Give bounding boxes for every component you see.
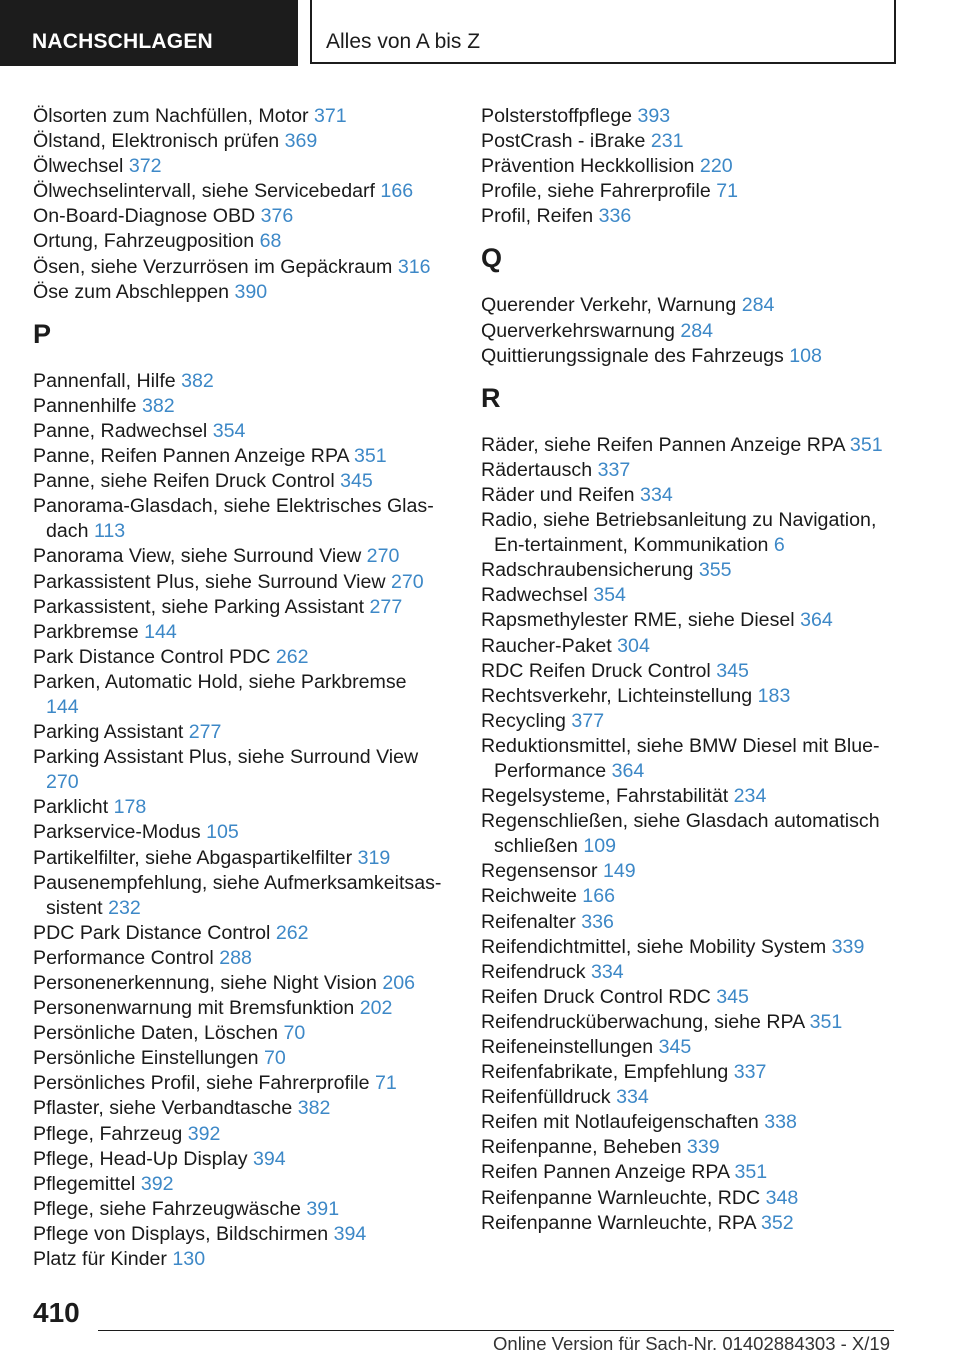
index-entry-text: Pannenfall, Hilfe xyxy=(33,369,176,392)
index-entry-text: Profil, Reifen xyxy=(481,205,594,228)
page-reference-link[interactable]: 377 xyxy=(571,709,605,732)
index-entry xyxy=(33,469,443,494)
page-reference-link[interactable]: 109 xyxy=(583,835,617,858)
page-reference-link[interactable]: 70 xyxy=(263,1047,286,1070)
index-entry-text: Persönliche Daten, Löschen xyxy=(33,1022,279,1045)
online-version-note: Online Version für Sach-Nr. 01402884303 - X/19 xyxy=(493,1333,890,1354)
index-entry-text: Pausenempfehlung, siehe Aufmerksamkeitsas-sistent xyxy=(33,871,442,919)
index-entry-text: Parking Assistant xyxy=(33,721,184,744)
index-entry xyxy=(33,1046,443,1071)
page-reference-link[interactable]: 232 xyxy=(108,896,141,919)
index-entry xyxy=(481,734,911,784)
index-entry-text: Reifen mit Notlaufeigenschaften xyxy=(481,1111,759,1134)
page-reference-link[interactable]: 234 xyxy=(733,785,767,808)
index-entry-text: Personenwarnung mit Bremsfunktion xyxy=(33,997,355,1020)
index-entry xyxy=(481,508,911,558)
index-entry-text: Panorama-Glasdach, siehe Elektrisches Glas-dach xyxy=(33,495,434,543)
index-entry xyxy=(481,684,911,709)
page-reference-link[interactable]: 277 xyxy=(188,721,222,744)
index-entry xyxy=(481,293,911,318)
index-entry xyxy=(481,1060,911,1085)
index-column-right xyxy=(481,104,911,1236)
index-entry xyxy=(33,369,443,394)
index-entry-text: Rädertausch xyxy=(481,458,593,481)
index-entry-text: Parken, Automatic Hold, siehe Parkbremse xyxy=(33,670,407,693)
index-entry-text: Reifenfabrikate, Empfehlung xyxy=(481,1061,729,1084)
page-reference-link[interactable]: 348 xyxy=(765,1186,799,1209)
index-entry-text: Reifen Pannen Anzeige RPA xyxy=(481,1161,730,1184)
index-entry xyxy=(481,129,911,154)
index-entry-text: Reifenpanne Warnleuchte, RPA xyxy=(481,1211,756,1234)
index-entry-text: Personenerkennung, siehe Night Vision xyxy=(33,972,377,994)
page-reference-link[interactable]: 262 xyxy=(275,645,309,668)
index-entry-text: Persönliche Einstellungen xyxy=(33,1047,259,1070)
page-reference-link[interactable]: 345 xyxy=(716,659,749,682)
index-entry-text: Panne, Reifen Pannen Anzeige RPA xyxy=(33,445,349,468)
index-entry xyxy=(33,996,443,1021)
page-reference-link[interactable]: 270 xyxy=(366,545,400,568)
page-reference-link[interactable]: 351 xyxy=(849,433,883,456)
index-entry-text: Parkassistent Plus, siehe Surround View xyxy=(33,570,386,593)
page-reference-link[interactable]: 144 xyxy=(46,695,79,718)
page-reference-link[interactable]: 108 xyxy=(789,344,822,367)
page-reference-link[interactable]: 337 xyxy=(733,1061,767,1084)
index-entry xyxy=(33,1122,443,1147)
index-entry xyxy=(481,960,911,985)
page-reference-link[interactable]: 345 xyxy=(716,985,749,1008)
index-entry-text: Radwechsel xyxy=(481,584,588,607)
index-entry-text: Pflege, Fahrzeug xyxy=(33,1122,183,1145)
index-entry-text: Polsterstoffpflege xyxy=(481,105,633,127)
index-entry-text: Reifenpanne Warnleuchte, RDC xyxy=(481,1186,761,1209)
index-entry xyxy=(33,670,443,720)
page-reference-link[interactable]: 149 xyxy=(603,860,636,883)
index-entry xyxy=(481,104,911,129)
index-entry-text: Ortung, Fahrzeugposition xyxy=(33,230,255,253)
index-entry xyxy=(33,846,443,871)
index-entry-text: Reifendichtmittel, siehe Mobility System xyxy=(481,935,827,958)
index-entry xyxy=(481,483,911,508)
index-entry xyxy=(33,820,443,845)
index-entry xyxy=(481,583,911,608)
index-entry xyxy=(481,985,911,1010)
index-entry xyxy=(33,971,443,996)
index-entry xyxy=(481,1211,911,1236)
index-entry-text: Ösen, siehe Verzurrösen im Gepäckraum xyxy=(33,255,393,278)
index-entry xyxy=(481,910,911,935)
page-reference-link[interactable]: 371 xyxy=(313,105,347,127)
index-entry-text: Reifenfülldruck xyxy=(481,1086,611,1109)
index-entry xyxy=(33,104,443,129)
index-entry xyxy=(33,280,443,305)
page-reference-link[interactable]: 220 xyxy=(699,155,733,178)
page-reference-link[interactable]: 351 xyxy=(354,445,387,468)
page-reference-link[interactable]: 339 xyxy=(831,935,865,958)
page-reference-link[interactable]: 394 xyxy=(333,1222,367,1245)
index-entry xyxy=(481,1110,911,1135)
index-entry-text: Regelsysteme, Fahrstabilität xyxy=(481,785,729,808)
index-entry-text: Ölwechselintervall, siehe Servicebedarf xyxy=(33,180,375,203)
index-entry-text: Radschraubensicherung xyxy=(481,559,694,582)
index-entry-text: Rechtsverkehr, Lichteinstellung xyxy=(481,684,753,707)
index-entry-text: Reifendruck xyxy=(481,960,586,983)
page-reference-link[interactable]: 351 xyxy=(809,1010,843,1033)
index-entry-text: Reifenpanne, Beheben xyxy=(481,1136,682,1159)
index-entry xyxy=(33,544,443,569)
index-entry xyxy=(33,444,443,469)
index-entry xyxy=(481,884,911,909)
index-entry-text: Pflegemittel xyxy=(33,1172,136,1195)
page-reference-link[interactable]: 392 xyxy=(140,1172,174,1195)
index-entry-text: Partikelfilter, siehe Abgaspartikelfilter xyxy=(33,846,353,869)
index-entry-text: Reduktionsmittel, siehe BMW Diesel mit Blue-Performance xyxy=(481,734,880,782)
index-entry xyxy=(33,1197,443,1222)
page-reference-link[interactable]: 382 xyxy=(141,394,175,417)
page-reference-link[interactable]: 334 xyxy=(591,960,624,983)
page-reference-link[interactable]: 345 xyxy=(340,470,373,493)
page-reference-link[interactable]: 284 xyxy=(741,294,775,317)
page-reference-link[interactable]: 336 xyxy=(581,910,614,933)
page-reference-link[interactable]: 391 xyxy=(306,1197,340,1220)
index-entry xyxy=(33,645,443,670)
index-entry xyxy=(481,1035,911,1060)
index-entry-text: Pflege, Head-Up Display xyxy=(33,1147,248,1170)
index-entry-text: Parkassistent, siehe Parking Assistant xyxy=(33,595,365,618)
page-reference-link[interactable]: 319 xyxy=(357,846,391,869)
page-reference-link[interactable]: 284 xyxy=(680,319,714,342)
page-reference-link[interactable]: 304 xyxy=(617,634,650,657)
index-entry-text: Reifenalter xyxy=(481,910,576,933)
index-entry-text: On-Board-Diagnose OBD xyxy=(33,205,256,228)
index-entry xyxy=(33,129,443,154)
section-tab: NACHSCHLAGEN xyxy=(0,0,298,66)
index-entry-text: Reifen Druck Control RDC xyxy=(481,985,711,1008)
page-reference-link[interactable]: 178 xyxy=(113,796,147,819)
index-entry-text: Radio, siehe Betriebsanleitung zu Navigation, En-tertainment, Kommunikation xyxy=(481,509,877,557)
index-entry-text: Park Distance Control PDC xyxy=(33,645,271,668)
index-entry xyxy=(481,204,911,229)
page-reference-link[interactable]: 113 xyxy=(93,520,126,543)
page-reference-link[interactable]: 392 xyxy=(187,1122,221,1145)
index-entry-text: Pannenhilfe xyxy=(33,394,137,417)
page-reference-link[interactable]: 364 xyxy=(800,609,833,632)
index-entry xyxy=(33,394,443,419)
index-entry-text: Reifeneinstellungen xyxy=(481,1036,654,1058)
index-letter-heading: P xyxy=(33,318,52,349)
index-entry-text: Parking Assistant Plus, siehe Surround View xyxy=(33,746,419,769)
index-entry xyxy=(33,946,443,971)
index-entry xyxy=(33,745,443,795)
index-entry-text: Prävention Heckkollision xyxy=(481,155,695,178)
index-entry xyxy=(33,570,443,595)
footer-divider xyxy=(98,1330,894,1331)
index-entry-text: Recycling xyxy=(481,709,566,732)
index-entry-text: Parklicht xyxy=(33,796,109,819)
index-entry-text: Parkservice-Modus xyxy=(33,821,201,844)
page-reference-link[interactable]: 354 xyxy=(593,584,626,607)
index-entry xyxy=(33,620,443,645)
index-entry xyxy=(481,154,911,179)
index-entry xyxy=(481,784,911,809)
page-number: 410 xyxy=(33,1297,80,1328)
page-reference-link[interactable]: 364 xyxy=(611,759,645,782)
page-reference-link[interactable]: 71 xyxy=(374,1072,397,1095)
index-entry-text: Pflege, siehe Fahrzeugwäsche xyxy=(33,1197,301,1220)
index-entry xyxy=(33,255,443,280)
index-entry xyxy=(481,1135,911,1160)
page-reference-link[interactable]: 376 xyxy=(260,205,294,228)
index-entry xyxy=(481,319,911,344)
index-entry-text: Pflege von Displays, Bildschirmen xyxy=(33,1222,329,1245)
page-reference-link[interactable]: 390 xyxy=(234,280,268,303)
index-entry-text: Ölwechsel xyxy=(33,155,124,178)
index-entry-text: Regenschließen, siehe Glasdach automatisch schließen xyxy=(481,810,880,858)
index-entry xyxy=(481,859,911,884)
page-reference-link[interactable]: 354 xyxy=(212,419,246,442)
page-reference-link[interactable]: 369 xyxy=(284,130,318,153)
index-entry xyxy=(33,1222,443,1247)
index-entry xyxy=(481,809,911,859)
index-entry-text: Persönliches Profil, siehe Fahrerprofile xyxy=(33,1072,370,1095)
index-entry-text: Performance Control xyxy=(33,946,214,969)
index-entry-text: PostCrash - iBrake xyxy=(481,130,646,153)
index-entry xyxy=(33,419,443,444)
page-reference-link[interactable]: 166 xyxy=(380,180,414,203)
page-reference-link[interactable]: 130 xyxy=(172,1248,206,1271)
index-entry xyxy=(481,458,911,483)
page-reference-link[interactable]: 71 xyxy=(716,180,739,203)
index-letter-heading: R xyxy=(481,382,501,413)
page-reference-link[interactable]: 262 xyxy=(275,921,309,944)
index-entry-text: Profile, siehe Fahrerprofile xyxy=(481,180,711,203)
index-letter-heading: Q xyxy=(481,243,503,274)
page-reference-link[interactable]: 316 xyxy=(397,255,431,278)
page-header xyxy=(0,0,960,66)
index-entry xyxy=(481,608,911,633)
page-reference-link[interactable]: 336 xyxy=(598,205,632,228)
index-entry-text: Querender Verkehr, Warnung xyxy=(481,294,737,317)
page-reference-link[interactable]: 6 xyxy=(773,534,785,557)
page-reference-link[interactable]: 372 xyxy=(128,155,162,178)
page-reference-link[interactable]: 70 xyxy=(283,1022,306,1045)
page-reference-link[interactable]: 231 xyxy=(650,130,684,153)
index-entry xyxy=(481,935,911,960)
index-entry xyxy=(481,634,911,659)
page-reference-link[interactable]: 68 xyxy=(259,230,282,253)
index-entry-text: Räder und Reifen xyxy=(481,483,635,506)
index-entry-text: Räder, siehe Reifen Pannen Anzeige RPA xyxy=(481,433,845,456)
chapter-title: Alles von A bis Z xyxy=(310,0,896,64)
index-entry xyxy=(33,921,443,946)
index-entry xyxy=(33,871,443,921)
page-reference-link[interactable]: 105 xyxy=(206,821,239,844)
index-entry-text: Panne, Radwechsel xyxy=(33,419,208,442)
index-entry xyxy=(481,179,911,204)
index-entry-text: Pflaster, siehe Verbandtasche xyxy=(33,1097,293,1120)
page-reference-link[interactable]: 270 xyxy=(390,570,424,593)
page-reference-link[interactable]: 382 xyxy=(297,1097,331,1120)
index-entry xyxy=(33,1021,443,1046)
page-reference-link[interactable]: 144 xyxy=(144,620,177,643)
page-reference-link[interactable]: 288 xyxy=(219,946,252,969)
index-entry-text: Rapsmethylester RME, siehe Diesel xyxy=(481,609,795,632)
index-entry xyxy=(481,433,911,458)
index-entry-text: PDC Park Distance Control xyxy=(33,921,271,944)
page-reference-link[interactable]: 394 xyxy=(253,1147,286,1170)
index-entry xyxy=(33,154,443,179)
index-entry xyxy=(33,1096,443,1121)
page-reference-link[interactable]: 270 xyxy=(46,771,79,794)
index-entry xyxy=(481,1085,911,1110)
index-entry-text: Ölstand, Elektronisch prüfen xyxy=(33,130,280,153)
index-entry xyxy=(33,595,443,620)
page-reference-link[interactable]: 166 xyxy=(582,885,615,908)
page-reference-link[interactable]: 206 xyxy=(382,972,416,994)
index-entry xyxy=(481,344,911,369)
page-reference-link[interactable]: 345 xyxy=(658,1036,692,1058)
page-reference-link[interactable]: 337 xyxy=(597,458,631,481)
index-entry xyxy=(33,1147,443,1172)
index-entry xyxy=(33,204,443,229)
index-entry-text: Raucher-Paket xyxy=(481,634,612,657)
index-entry xyxy=(481,659,911,684)
index-entry-text: Panne, siehe Reifen Druck Control xyxy=(33,470,335,493)
index-entry xyxy=(33,1172,443,1197)
index-entry xyxy=(481,558,911,583)
index-entry xyxy=(481,709,911,734)
index-entry-text: Quittierungssignale des Fahrzeugs xyxy=(481,344,784,367)
index-entry xyxy=(33,795,443,820)
index-entry-text: Parkbremse xyxy=(33,620,139,643)
page-reference-link[interactable]: 202 xyxy=(359,997,393,1020)
index-entry-text: Platz für Kinder xyxy=(33,1248,167,1271)
index-entry-text: Öse zum Abschleppen xyxy=(33,280,230,303)
index-entry xyxy=(481,1160,911,1185)
page-reference-link[interactable]: 355 xyxy=(698,559,732,582)
page-reference-link[interactable]: 183 xyxy=(757,684,791,707)
page-reference-link[interactable]: 393 xyxy=(637,105,671,127)
index-entry-text: Querverkehrswarnung xyxy=(481,319,675,342)
index-entry-text: Regensensor xyxy=(481,860,598,883)
page-reference-link[interactable]: 277 xyxy=(369,595,403,618)
index-entry xyxy=(33,494,443,544)
page-reference-link[interactable]: 382 xyxy=(181,369,214,392)
index-entry xyxy=(481,1186,911,1211)
index-entry-text: Panorama View, siehe Surround View xyxy=(33,545,362,568)
index-entry-text: Reifendrucküberwachung, siehe RPA xyxy=(481,1010,805,1033)
page-reference-link[interactable]: 351 xyxy=(734,1161,768,1184)
page-reference-link[interactable]: 352 xyxy=(760,1211,794,1234)
page-reference-link[interactable]: 339 xyxy=(686,1136,720,1159)
index-entry xyxy=(33,229,443,254)
index-entry xyxy=(481,1010,911,1035)
index-entry-text: Ölsorten zum Nachfüllen, Motor xyxy=(33,105,309,127)
index-column-left xyxy=(33,104,443,1272)
index-entry-text: Reichweite xyxy=(481,885,577,908)
index-entry-text: RDC Reifen Druck Control xyxy=(481,659,711,682)
page-reference-link[interactable]: 338 xyxy=(764,1111,797,1134)
index-entry xyxy=(33,179,443,204)
index-entry xyxy=(33,720,443,745)
page-reference-link[interactable]: 334 xyxy=(616,1086,649,1109)
index-entry xyxy=(33,1247,443,1272)
page-reference-link[interactable]: 334 xyxy=(640,483,673,506)
index-entry xyxy=(33,1071,443,1096)
